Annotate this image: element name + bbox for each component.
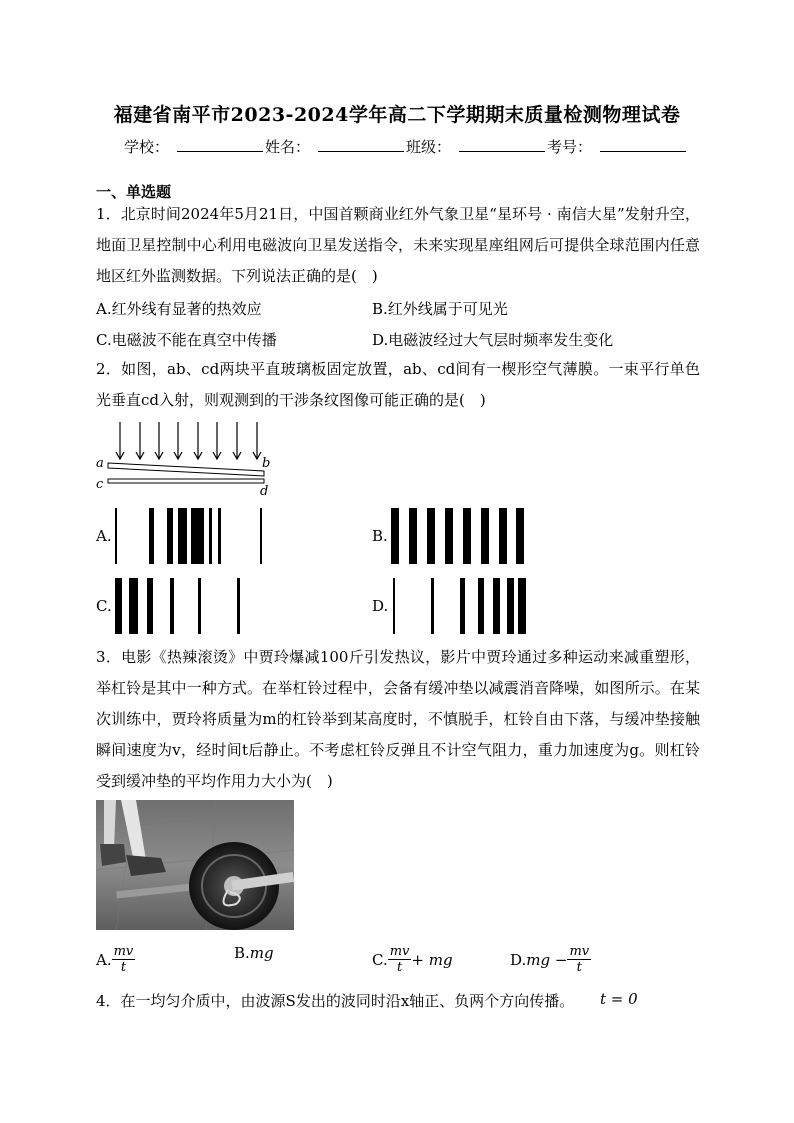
glass-plate-cd [108, 479, 264, 483]
label-a: a [96, 456, 104, 471]
name-blank[interactable] [318, 137, 404, 152]
class-label: 班级： [406, 138, 452, 156]
question-2-stem: 2．如图，ab、cd两块平直玻璃板固定放置，ab、cd间有一楔形空气薄膜。一束平行单色光垂直cd入射，则观测到的干涉条纹图像可能正确的是( ) [96, 360, 700, 409]
fringe-pattern-c[interactable] [112, 578, 252, 634]
incident-light-arrows [116, 422, 261, 459]
school-blank[interactable] [177, 137, 263, 152]
fringe-pattern-b[interactable] [388, 508, 528, 564]
q1-option-c[interactable]: C.电磁波不能在真空中传播 [96, 331, 277, 349]
q3-option-d[interactable]: D. mg − $\frac{mv}{t}$ [510, 944, 590, 975]
q3-option-a[interactable]: A. $\frac{mv}{t}$ [96, 944, 134, 975]
wedge-diagram [92, 418, 282, 500]
student-info-row [124, 136, 688, 157]
section-title: 一、单选题 [96, 183, 172, 201]
q2-option-d-label[interactable]: D. [372, 597, 389, 615]
barbell-photo [96, 800, 294, 930]
number-blank[interactable] [600, 137, 686, 152]
fringe-pattern-a[interactable] [112, 508, 272, 564]
fringe-pattern-d[interactable] [388, 578, 528, 634]
q3-option-c[interactable]: C. $\frac{mv}{t}$ + mg [372, 944, 453, 975]
class-blank[interactable] [459, 137, 545, 152]
glass-plate-ab [108, 463, 264, 476]
label-c: c [96, 477, 104, 492]
label-d: d [260, 484, 269, 499]
q1-option-b[interactable]: B.红外线属于可见光 [372, 300, 508, 318]
q2-option-c-label[interactable]: C. [96, 597, 112, 615]
q2-option-a-label[interactable]: A. [96, 527, 112, 545]
number-label: 考号： [547, 138, 593, 156]
question-4-stem: 4．在一均匀介质中，由波源S发出的波同时沿x轴正、负两个方向传播。 [96, 992, 575, 1010]
q2-option-b-label[interactable]: B. [372, 527, 388, 545]
q1-option-d[interactable]: D.电磁波经过大气层时频率发生变化 [372, 331, 614, 349]
q1-option-a[interactable]: A.红外线有显著的热效应 [96, 300, 262, 318]
label-b: b [262, 456, 271, 471]
q3-option-b[interactable]: B. mg [234, 944, 274, 962]
school-label: 学校： [124, 138, 170, 156]
question-4-time: t = 0 [600, 990, 638, 1008]
question-3-stem: 3．电影《热辣滚烫》中贾玲爆减100斤引发热议，影片中贾玲通过多种运动来减重塑形，举杠铃是其中一种方式。在举杠铃过程中，会备有缓冲垫以减震消音降噪，如图所示。在某次训练中，贾玲将质量为m的杠铃举到某高度时，不慎脱手，杠铃自由下落，与缓冲垫接触瞬间速度为v，经时间t后静止。不考虑杠铃反弹且不计空气阻力，重力加速度为g。则杠铃受到缓冲垫的平均作用力大小为( ) [96, 648, 700, 790]
question-1-stem: 1．北京时间2024年5月21日，中国首颗商业红外气象卫星“星环号 · 南信大星”发射升空，地面卫星控制中心利用电磁波向卫星发送指令，未来实现星座组网后可提供全球范围内任意地区红外监测数据。下列说法正确的是( ) [96, 205, 700, 285]
name-label: 姓名： [265, 138, 311, 156]
page-title: 福建省南平市2023-2024学年高二下学期期末质量检测物理试卷 [113, 104, 681, 126]
